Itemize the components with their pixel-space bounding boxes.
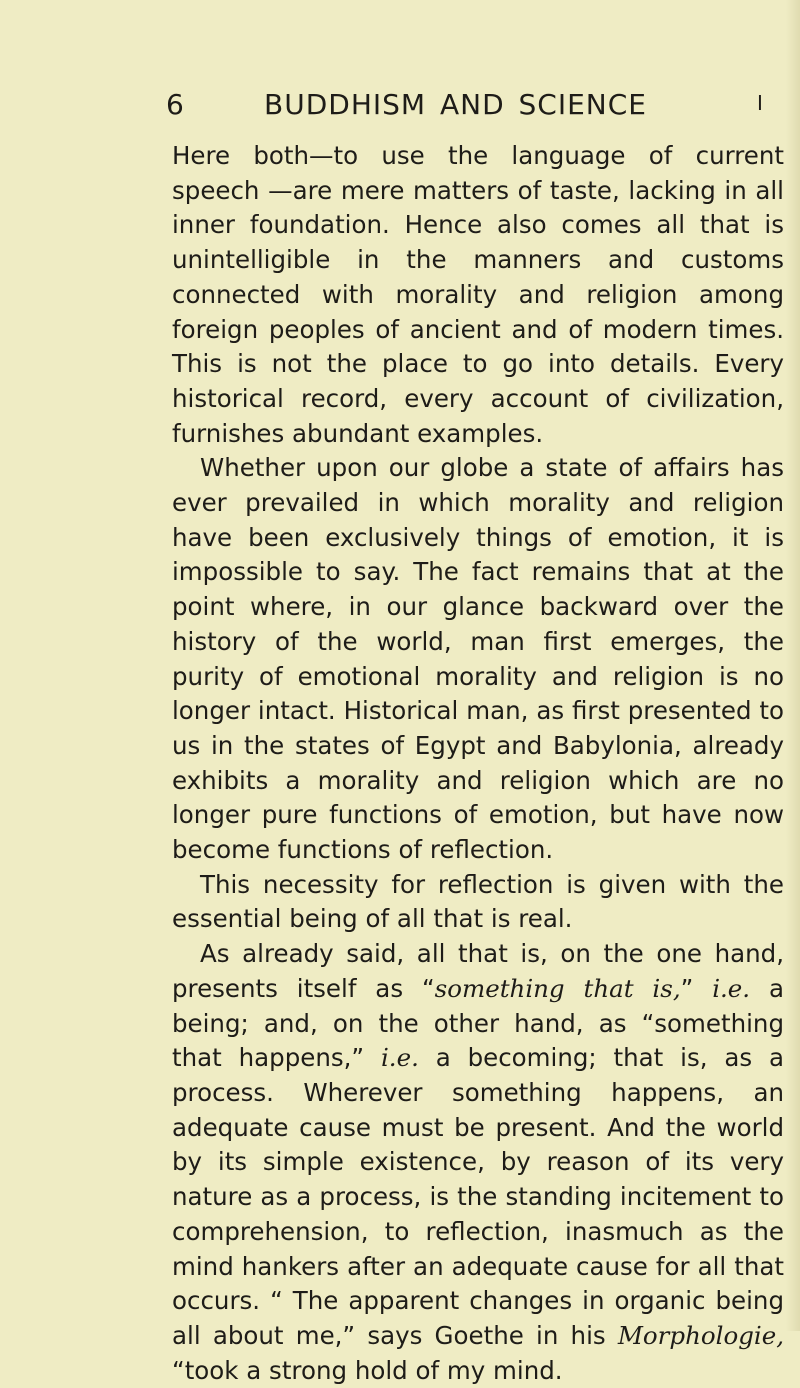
italic-ie-1: i.e.: [712, 973, 751, 1003]
paragraph-2: Whether upon our globe a state of affairs has ever prevailed in which morality and religion have been exclusively things of emotion, it is impossible to say. The fact remains that at the point where, in our glance backward over the history of the world, man first emerges, the purity of emotional morality and religion is no longer intact. Historical man, as first presented to us in the states of Egypt and Babylonia, already exhibits a morality and religion which are no longer pure functions of emotion, but have now become functions of reflection.: [172, 453, 784, 865]
paragraph-4-text-1: As already said, all that is, on the one hand, presents itself as “: [172, 939, 784, 1003]
body-text: [172, 139, 784, 1388]
italic-ie-2: i.e.: [380, 1043, 419, 1073]
page-number: 6: [166, 88, 185, 121]
paragraph-4-text-4: a becoming; that is, as a process. Wherever something happens, an adequate cause must be present. And the world by its simple existence, by reason of its very nature as a process, is the standing incitement to comprehension, to reflection, inasmuch as the mind hankers after an adequate cause for all that occurs. “ The apparent changes in organic being all about me,” says Goethe in his: [172, 1043, 784, 1350]
running-title: BUDDHISM AND SCIENCE: [264, 88, 647, 121]
paragraph-4-text-2: ”: [680, 973, 713, 1003]
signature-mark: I: [757, 91, 764, 115]
italic-morphologie: Morphologie,: [617, 1320, 784, 1350]
paragraph-4-text-3: a being; and, on the other hand, as “something that happens,”: [172, 973, 784, 1073]
paragraph-4: [172, 937, 784, 1388]
italic-something-that-is: something that is,: [434, 973, 681, 1003]
running-header: [0, 86, 800, 126]
paragraph-4-text-5: “took a strong hold of my mind.: [172, 1355, 563, 1385]
paragraph-1: Here both—to use the language of current speech —are mere matters of taste, lacking in all inner foundation. Hence also comes all that is unintelligible in the manners and customs connected with morality and religion among foreign peoples of ancient and of modern times. This is not the place to go into details. Every historical record, every account of civilization, furnishes abundant examples.: [172, 141, 784, 448]
paragraph-3: This necessity for reflection is given with the essential being of all that is real.: [172, 869, 784, 934]
page-edge-shadow: [786, 0, 800, 1331]
